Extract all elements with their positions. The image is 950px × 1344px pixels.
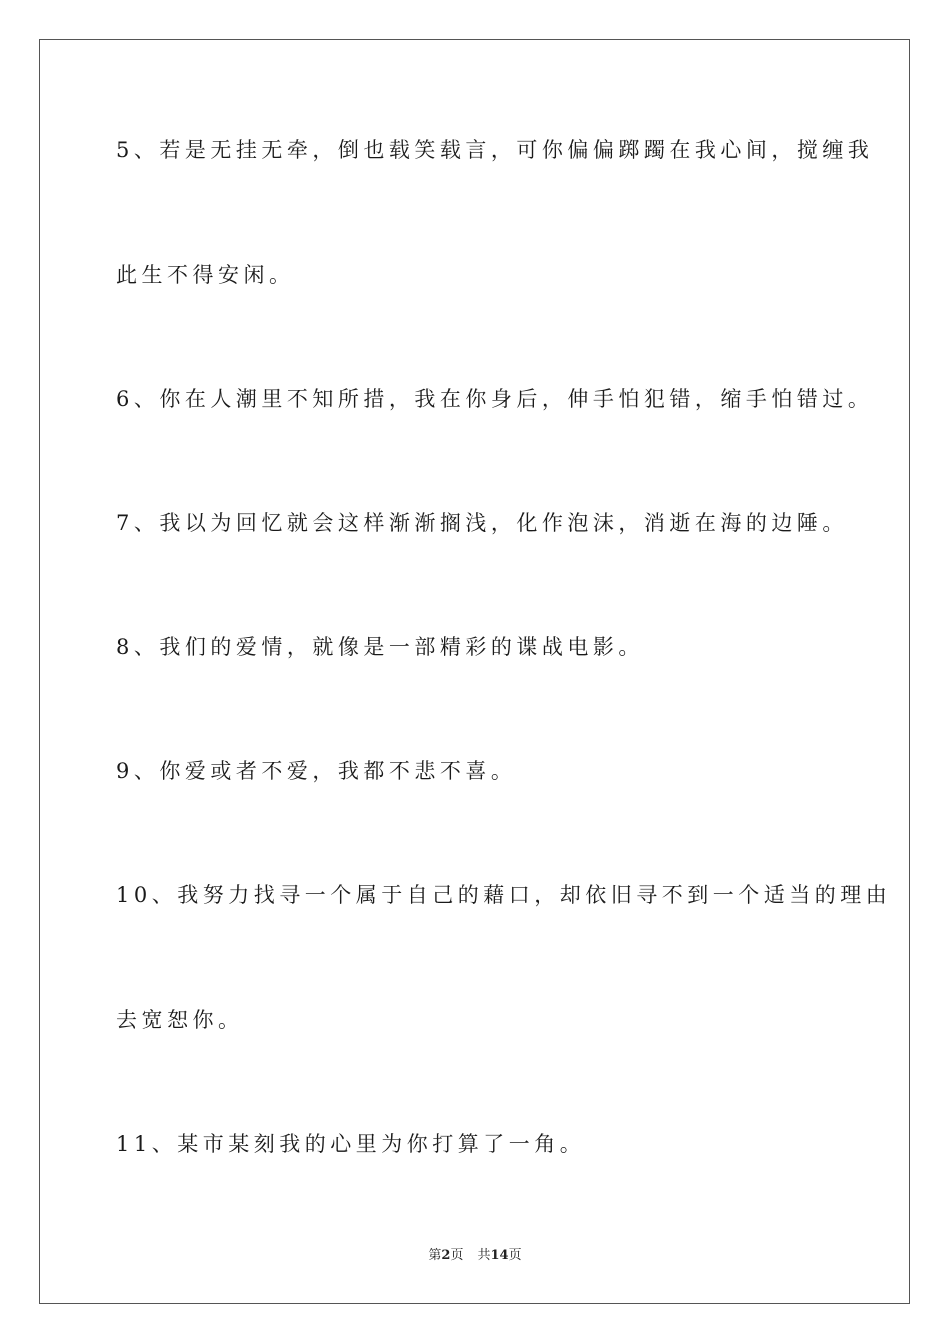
page-border	[39, 39, 910, 1304]
text-line-5b: 此生不得安闲。	[116, 263, 295, 287]
page-suffix: 页	[450, 1248, 464, 1263]
text-line-7: 7、我以为回忆就会这样渐渐搁浅，化作泡沫，消逝在海的边陲。	[116, 511, 848, 535]
page-footer	[0, 1249, 950, 1262]
total-pages-number: 14	[490, 1248, 509, 1263]
page-prefix: 第	[428, 1248, 442, 1263]
text-line-9: 9、你爱或者不爱，我都不悲不喜。	[116, 759, 517, 783]
text-line-5a: 5、若是无挂无牵，倒也载笑载言，可你偏偏踯躅在我心间，搅缠我	[116, 138, 874, 162]
text-line-8: 8、我们的爱情，就像是一部精彩的谍战电影。	[116, 635, 644, 659]
text-line-10a: 10、我努力找寻一个属于自己的藉口，却依旧寻不到一个适当的理由	[116, 883, 892, 907]
text-line-11: 11、某市某刻我的心里为你打算了一角。	[116, 1132, 586, 1156]
text-line-10b: 去宽恕你。	[116, 1008, 244, 1032]
current-page-number: 2	[441, 1248, 451, 1263]
total-prefix: 共	[477, 1248, 491, 1263]
text-line-6: 6、你在人潮里不知所措，我在你身后，伸手怕犯错，缩手怕错过。	[116, 387, 874, 411]
total-suffix: 页	[508, 1248, 522, 1263]
